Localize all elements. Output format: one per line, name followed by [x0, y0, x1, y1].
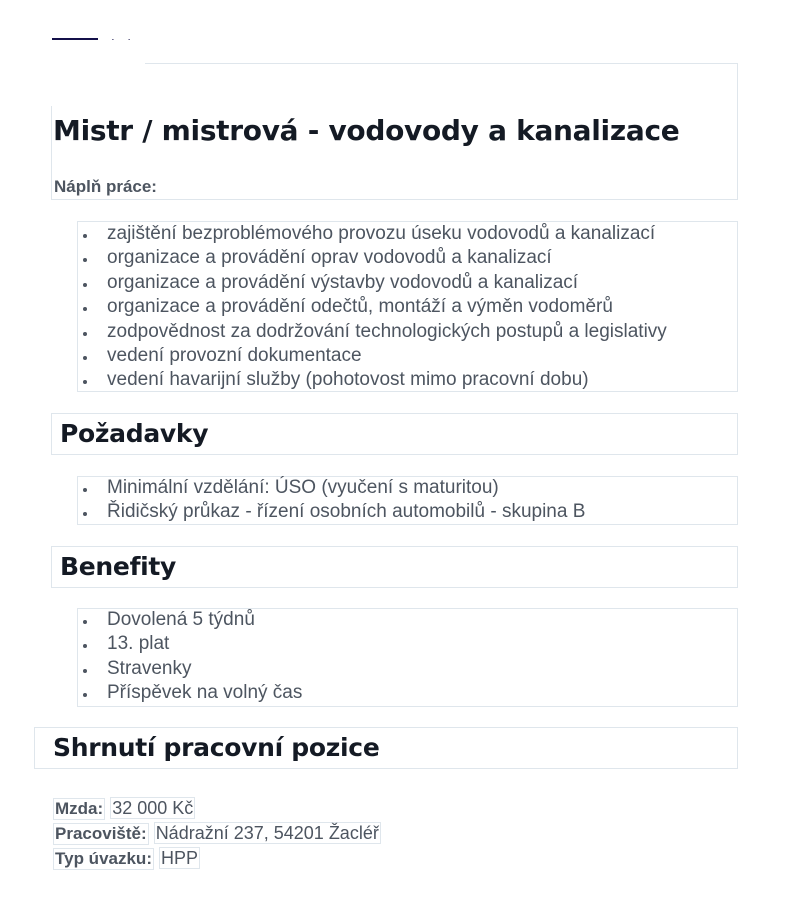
workplace-row	[53, 821, 381, 846]
contract-label: Typ úvazku:	[55, 849, 152, 868]
list-item: Příspěvek na volný čas	[78, 681, 302, 705]
salary-row	[53, 796, 381, 821]
benefits-list	[78, 608, 302, 706]
workplace-value: Nádražní 237, 54201 Žacléř	[155, 823, 379, 843]
page-title: Mistr / mistrová - vodovody a kanalizace	[53, 114, 680, 147]
description-label: Náplň práce:	[54, 177, 157, 196]
list-item: vedení provozní dokumentace	[78, 344, 667, 368]
list-item: Stravenky	[78, 657, 302, 681]
list-item: Dovolená 5 týdnů	[78, 608, 302, 632]
summary-details	[53, 796, 381, 871]
workplace-label: Pracoviště:	[55, 824, 147, 843]
salary-value: 32 000 Kč	[112, 798, 194, 818]
contract-row	[53, 846, 381, 871]
list-item: vedení havarijní služby (pohotovost mimo pracovní dobu)	[78, 368, 667, 392]
requirements-heading: Požadavky	[60, 419, 209, 448]
list-item: zajištění bezproblémového provozu úseku vodovodů a kanalizací	[78, 222, 667, 246]
requirements-list	[78, 476, 585, 525]
list-item: 13. plat	[78, 632, 302, 656]
duties-list	[78, 222, 667, 393]
list-item: zodpovědnost za dodržování technologických postupů a legislativy	[78, 320, 667, 344]
list-item: Minimální vzdělání: ÚSO (vyučení s maturitou)	[78, 476, 585, 500]
salary-label: Mzda:	[55, 799, 104, 818]
contract-value: HPP	[161, 848, 199, 868]
title-box-cover	[50, 40, 145, 106]
list-item: Řidičský průkaz - řízení osobních automobilů - skupina B	[78, 500, 585, 524]
list-item: organizace a provádění výstavby vodovodů a kanalizací	[78, 271, 667, 295]
benefits-heading: Benefity	[60, 552, 177, 581]
summary-heading: Shrnutí pracovní pozice	[53, 733, 380, 762]
list-item: organizace a provádění odečtů, montáží a výměn vodoměrů	[78, 295, 667, 319]
list-item: organizace a provádění oprav vodovodů a kanalizací	[78, 246, 667, 270]
